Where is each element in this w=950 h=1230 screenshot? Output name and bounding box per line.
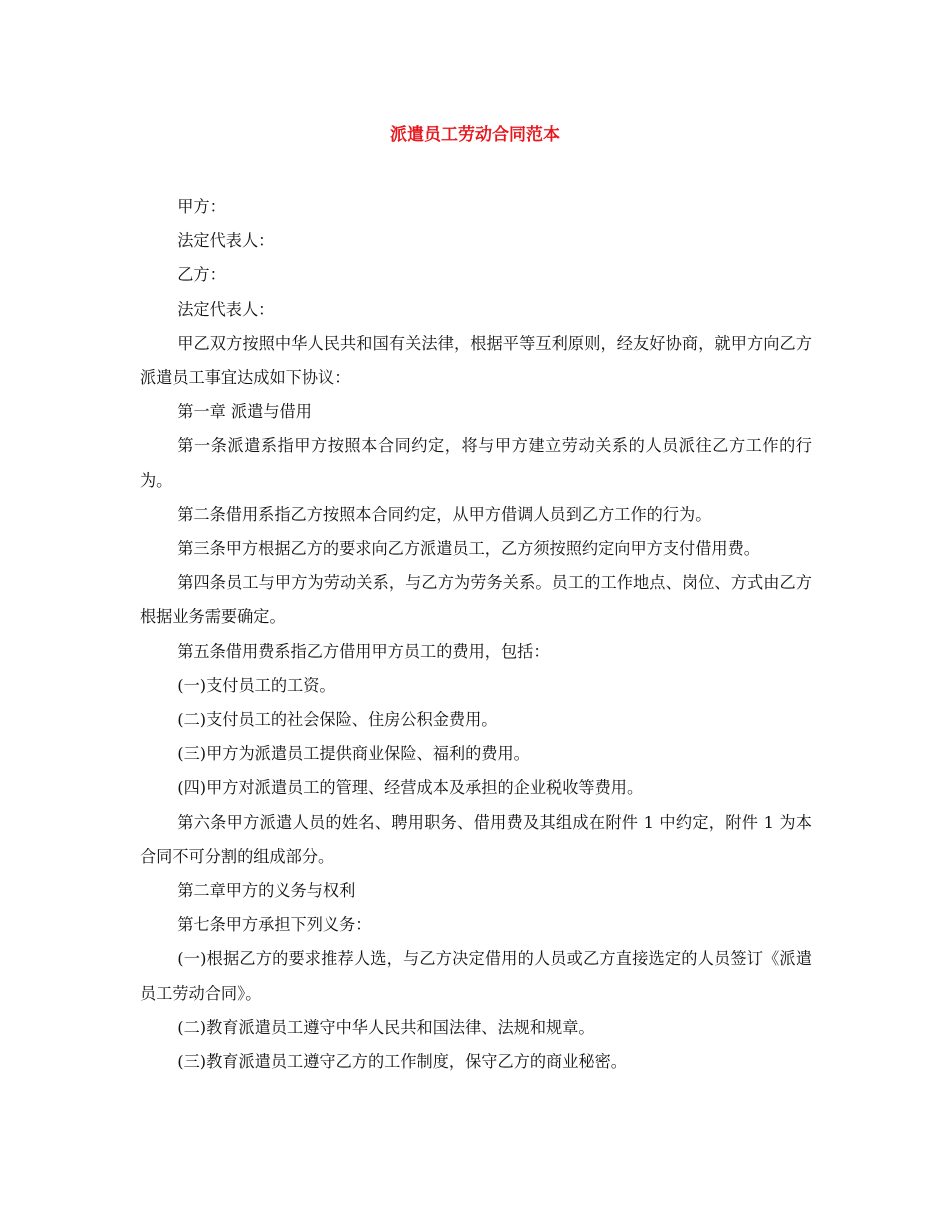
- article-7-item-1: (一)根据乙方的要求推荐人选，与乙方决定借用的人员或乙方直接选定的人员签订《派遣员工劳动合同》。: [140, 949, 812, 1003]
- chapter-1-heading: 第一章 派遣与借用: [177, 402, 312, 422]
- document-title: 派遣员工劳动合同范本: [390, 125, 560, 145]
- chapter-2-heading: 第二章甲方的义务与权利: [177, 881, 356, 901]
- party-b-representative-line: 法定代表人：: [177, 299, 275, 319]
- article-5-item-4: (四)甲方对派遣员工的管理、经营成本及承担的企业税收等费用。: [177, 778, 644, 798]
- article-5-item-3: (三)甲方为派遣员工提供商业保险、福利的费用。: [177, 744, 530, 764]
- article-5-item-1: (一)支付员工的工资。: [177, 675, 336, 695]
- party-a-line: 甲方：: [177, 197, 226, 216]
- article-7-item-3: (三)教育派遣员工遵守乙方的工作制度，保守乙方的商业秘密。: [177, 1052, 627, 1072]
- party-a-representative-line: 法定代表人：: [177, 231, 275, 251]
- article-2: 第二条借用系指乙方按照本合同约定，从甲方借调人员到乙方工作的行为。: [177, 504, 712, 524]
- article-6: 第六条甲方派遣人员的姓名、聘用职务、借用费及其组成在附件 1 中约定，附件 1 为本合同不可分割的组成部分。: [140, 812, 812, 866]
- preamble-paragraph: 甲乙双方按照中华人民共和国有关法律，根据平等互利原则，经友好协商，就甲方向乙方派遣员工事宜达成如下协议：: [140, 333, 812, 388]
- article-1: 第一条派遣系指甲方按照本合同约定，将与甲方建立劳动关系的人员派往乙方工作的行为。: [140, 436, 812, 490]
- article-5-item-2: (二)支付员工的社会保险、住房公积金费用。: [177, 710, 498, 730]
- article-5: 第五条借用费系指乙方借用甲方员工的费用，包括：: [177, 641, 550, 661]
- article-3: 第三条甲方根据乙方的要求向乙方派遣员工，乙方须按照约定向甲方支付借用费。: [177, 539, 760, 559]
- article-7: 第七条甲方承担下列义务：: [177, 915, 372, 935]
- article-4: 第四条员工与甲方为劳动关系，与乙方为劳务关系。员工的工作地点、岗位、方式由乙方根据业务需要确定。: [140, 573, 812, 627]
- document-body: [140, 190, 812, 1079]
- party-b-line: 乙方：: [177, 265, 226, 285]
- article-7-item-2: (二)教育派遣员工遵守中华人民共和国法律、法规和规章。: [177, 1017, 595, 1037]
